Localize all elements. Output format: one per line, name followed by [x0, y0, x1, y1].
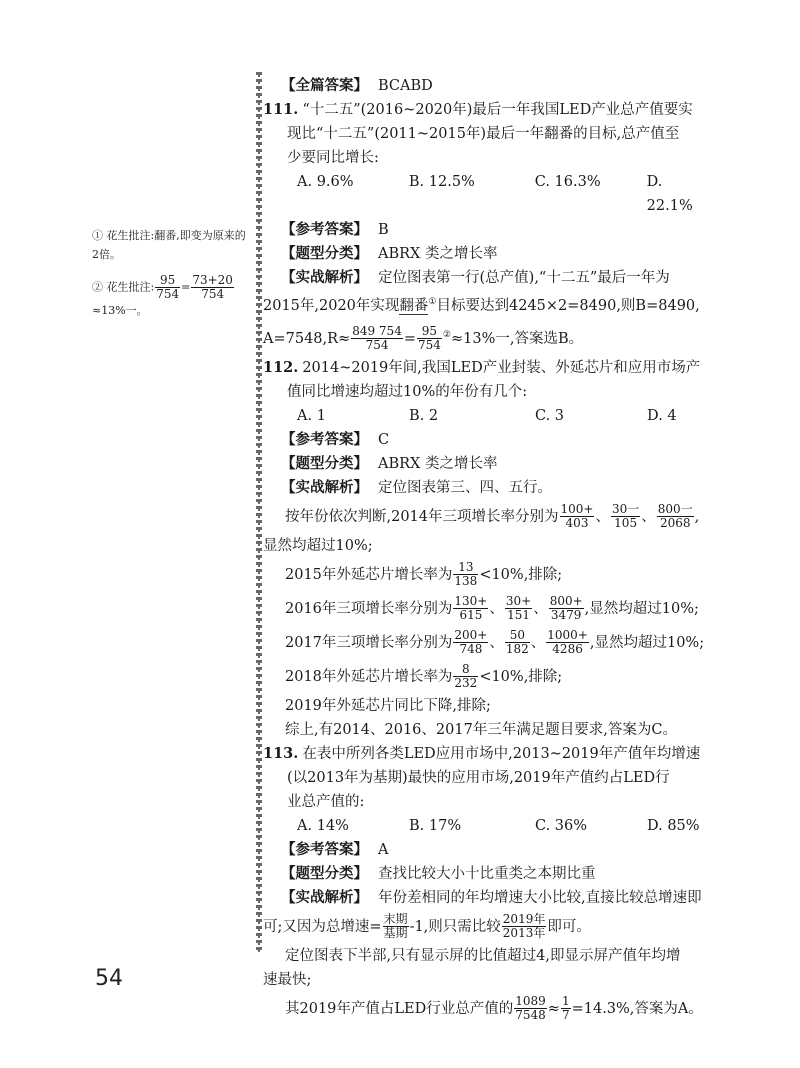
analysis-text: 2015年外延芯片增长率为 $\frac{13}{138}$ <10%,排除;: [285, 560, 563, 589]
analysis-text: 2017年三项增长率分别为 $\frac{200+}{748}$ 、 $\frac{50}{182}$ 、 $\frac{1000+}{4286}$ ,显然均超过10%;: [285, 628, 705, 657]
option-b: B. 2: [409, 407, 439, 424]
option-c: C. 3: [535, 407, 565, 424]
analysis-label: 【实战解析】: [281, 269, 368, 286]
answer-label: 【参考答案】: [281, 430, 368, 448]
analysis-text: 速最快;: [263, 971, 312, 988]
analysis-text: 按年份依次判断,2014年三项增长率分别为 $\frac{100+}{403}$ 、 $\frac{\text{30一}}{105}$ 、 $\frac{\text{800一}}{2068}$ ,: [285, 502, 700, 531]
margin-note-2: ② 花生批注: $\frac{95}{754}$ = $\frac{73+20}{754}$ ≈13%一。: [92, 273, 233, 317]
analysis-text: 可;又因为总增速= $\frac{\text{末期}}{\text{基期}}$ -1,则只需比较 $\frac{\text{2019年}}{\text{2013年}}$ 即可。: [263, 912, 591, 941]
type-label: 【题型分类】: [281, 864, 368, 882]
question-stem: 值同比增速均超过10%的年份有几个:: [287, 383, 528, 400]
answer-label: 【参考答案】: [281, 840, 368, 858]
full-answer-value: BCABD: [378, 78, 433, 94]
analysis-text: 定位图表第一行(总产值),“十二五”最后一年为: [378, 270, 670, 286]
type-label: 【题型分类】: [281, 454, 368, 472]
question-112: [263, 356, 713, 742]
margin-notes: [92, 226, 252, 330]
question-number: 112.: [263, 358, 299, 376]
answer-value: C: [378, 431, 390, 448]
option-c: C. 16.3%: [534, 174, 601, 190]
option-d: D. 22.1%: [646, 174, 693, 214]
page-number: 54: [95, 966, 123, 991]
analysis-text: 其2019年产值占LED行业总产值的 $\frac{1089}{7548}$ ≈ $\frac{1}{7}$ =14.3%,答案为A。: [285, 994, 703, 1023]
analysis-text: 定位图表第三、四、五行。: [378, 479, 552, 496]
question-stem: “十二五”(2016~2020年)最后一年我国LED产业总产值要实: [302, 102, 693, 118]
fraction: $\frac{95}{754}$: [156, 273, 180, 301]
type-value: ABRX 类之增长率: [378, 246, 498, 262]
option-d: D. 4: [647, 407, 677, 424]
options: [263, 404, 713, 428]
full-answer-label: 【全篇答案】: [281, 77, 368, 94]
note-label: 花生批注:: [106, 280, 155, 294]
answer-label: 【参考答案】: [281, 221, 368, 238]
question-113: [263, 742, 713, 1026]
answer-value: B: [378, 222, 389, 238]
option-c: C. 36%: [535, 817, 588, 834]
margin-note-1: [92, 226, 252, 264]
note-number: ②: [92, 280, 103, 294]
question-number: 113.: [263, 744, 299, 762]
note-number: ①: [92, 229, 103, 242]
type-value: ABRX 类之增长率: [378, 455, 498, 472]
options: [263, 814, 713, 838]
question-stem: 2014~2019年间,我国LED产业封装、外延芯片和应用市场产: [302, 359, 701, 376]
main-content: [263, 74, 713, 1026]
analysis-text: 定位图表下半部,只有显示屏的比值超过4,即显示屏产值年均增: [285, 947, 681, 964]
full-answer-line: [263, 74, 713, 98]
option-a: A. 14%: [297, 817, 349, 834]
question-stem: 少要同比增长:: [287, 150, 379, 166]
note-text: 翻番,即变为原来的2倍。: [92, 229, 246, 261]
option-a: A. 9.6%: [297, 174, 354, 190]
options: [263, 170, 713, 218]
question-111: [263, 98, 713, 356]
analysis-label: 【实战解析】: [281, 478, 368, 496]
answer-value: A: [378, 841, 389, 858]
option-b: B. 17%: [409, 817, 462, 834]
analysis-text: 2018年外延芯片增长率为 $\frac{8}{232}$ <10%,排除;: [285, 662, 563, 691]
question-stem: 在表中所列各类LED应用市场中,2013~2019年产值年均增速: [302, 745, 701, 762]
analysis-text: 显然均超过10%;: [263, 537, 373, 554]
analysis-text: 综上,有2014、2016、2017年三年满足题目要求,答案为C。: [285, 721, 678, 738]
option-a: A. 1: [297, 407, 326, 424]
analysis-label: 【实战解析】: [281, 888, 368, 906]
question-stem: 现比“十二五”(2011~2015年)最后一年翻番的目标,总产值至: [287, 126, 680, 142]
analysis-text: A=7548,R≈ $\frac{849 754}{754}$ = $\frac{95}{754}$ ②≈13%一,答案选B。: [263, 324, 584, 353]
option-d: D. 85%: [647, 817, 700, 834]
option-b: B. 12.5%: [408, 174, 475, 190]
question-stem: (以2013年为基期)最快的应用市场,2019年产值约占LED行: [287, 769, 670, 786]
type-label: 【题型分类】: [281, 245, 368, 262]
note-label: 花生批注:: [106, 229, 155, 242]
analysis-text: 2016年三项增长率分别为 $\frac{130+}{615}$ 、 $\frac{30+}{151}$ 、 $\frac{800+}{3479}$ ,显然均超过10%;: [285, 594, 699, 623]
analysis-text: 年份差相同的年均增速大小比较,直接比较总增速即: [378, 889, 702, 906]
question-stem: 业总产值的:: [287, 793, 365, 810]
type-value: 查找比较大小十比重类之本期比重: [378, 865, 596, 882]
note-text: ≈13%一。: [92, 304, 148, 317]
margin-divider: [256, 72, 262, 952]
analysis-text: 2015年,2020年实现翻番①目标要达到4245×2=8490,则B=8490,: [263, 297, 700, 314]
analysis-text: 2019年外延芯片同比下降,排除;: [285, 697, 491, 714]
question-number: 111.: [263, 101, 299, 118]
fraction: $\frac{73+20}{754}$: [192, 273, 233, 301]
